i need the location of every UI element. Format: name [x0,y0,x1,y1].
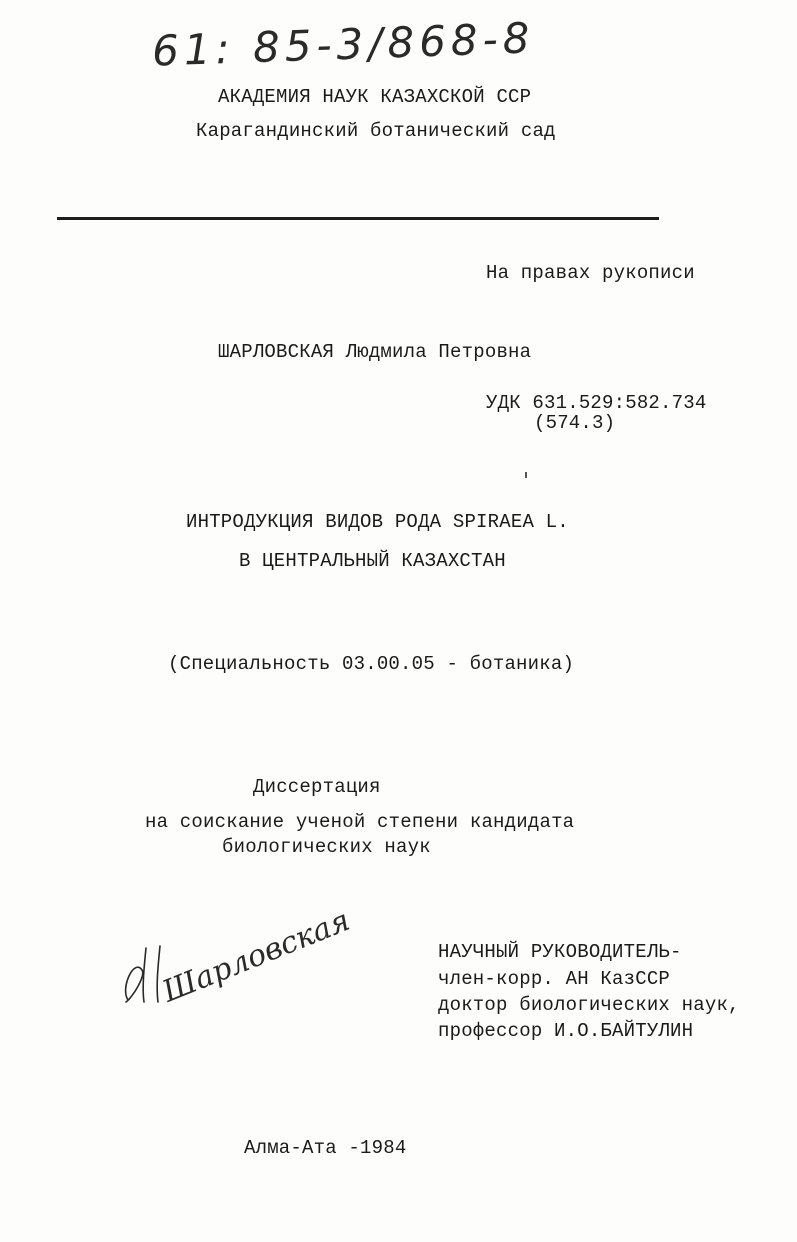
supervisor-name: профессор И.О.БАЙТУЛИН [438,1020,694,1042]
degree-line: на соискание ученой степени кандидата [145,811,575,833]
signature-text: Шарловская [157,902,355,1010]
academy-heading: АКАДЕМИЯ НАУК КАЗАХСКОЙ ССР [218,86,532,108]
dissertation-title-line-1: ИНТРОДУКЦИЯ ВИДОВ РОДА SPIRAEA L. [186,511,569,533]
specialty: (Специальность 03.00.05 - ботаника) [168,653,575,675]
manuscript-rights: На правах рукописи [486,262,695,284]
ink-speck [525,472,527,478]
dissertation-title-line-2: В ЦЕНТРАЛЬНЫЙ КАЗАХСТАН [239,550,506,572]
author-signature [112,902,355,1018]
dissertation-label: Диссертация [253,776,381,798]
supervisor-membership: член-корр. АН КазССР [438,968,671,990]
supervisor-title: НАУЧНЫЙ РУКОВОДИТЕЛЬ- [438,941,682,963]
degree-field: биологических наук [222,836,431,858]
handwritten-archive-number: 61: 85-3/868-8 [151,13,536,76]
author-name: ШАРЛОВСКАЯ Людмила Петровна [218,341,532,363]
header-divider [57,217,659,220]
udc-code: УДК 631.529:582.734 [486,392,707,414]
supervisor-degree: доктор биологических наук, [438,994,740,1016]
udc-code-secondary: (574.3) [534,412,616,434]
institution-heading: Карагандинский ботанический сад [196,120,556,142]
place-and-year: Алма-Ата -1984 [244,1137,407,1159]
